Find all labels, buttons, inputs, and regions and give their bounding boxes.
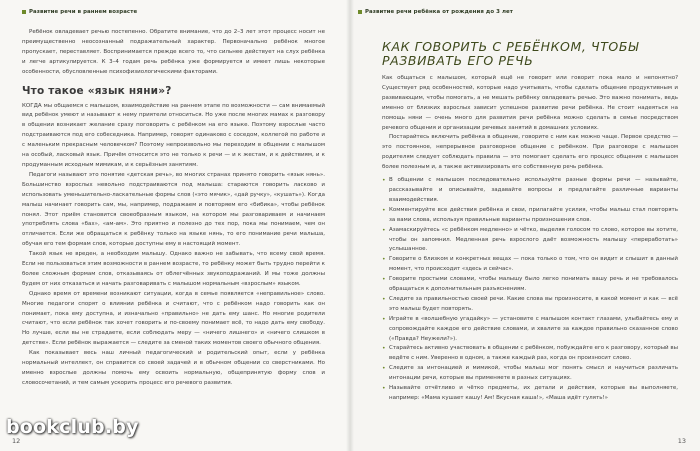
list-item: • В общении с малышом последовательно используйте разные формы речи — называйте, рассказывайте и описывайте, задавайте вопросы и предлагайте различные варианты взаимодействия.	[382, 176, 678, 206]
list-item: • Говорите простыми словами, чтобы малышу было легко понимать вашу речь и не требовалось обращаться к дополнительным разъяснениям.	[382, 275, 678, 295]
left-paragraph-3: Такой язык не вреден, а необходим малышу. Однако важно не забывать, что всему свой время. Если не пользоваться этим возможности в раннем возрасте, то ребёнку может быть трудно перейти к более сложным формам слов, отказываясь от облегчённых звукоподражаний. И мы тоже должны будем от них отказаться и начать разговаривать с малышом нормальным «взрослым» языком.	[22, 251, 325, 287]
right-running-head-text: Развитие речи ребёнка от рождения до 3 лет	[365, 9, 514, 15]
chapter-title: КАК ГОВОРИТЬ С РЕБЁНКОМ, ЧТОБЫ РАЗВИВАТЬ ЕГО РЕЧЬ	[382, 39, 639, 68]
right-page	[350, 0, 700, 451]
left-page-number: 12	[12, 437, 21, 445]
list-item: • Следите за интонацией и мимикой, чтобы малыш мог понять смысл и научиться различать интонации речи, которые вы применяете в разных ситуациях.	[382, 364, 678, 384]
list-item: • Говорите о близком и конкретных вещах — пока только о том, что он видит и слышит в данный момент, что происходит «здесь и сейчас».	[382, 255, 678, 275]
book-gutter	[346, 0, 354, 451]
left-paragraph-2: Педагоги называют это понятие «детская речь», во многих странах принято говорить «язык нянь». Большинство взрослых невольно подстраиваются под малыша: стараются говорить ласково и использовать уменьшительно-ласкательные формы слов («это мячик», «дай ручку», «кушать»). Когда малыш начинает говорить сам, мы, например, подражаем и повторяем его «бибика», чтобы ребёнок понял. Этот приём становится своеобразным языком, на котором мы разговариваем и начинаем употреблять слова «бах», «ам-ам». Это приятно и полезно до тех пор, пока мы понимаем, чем он отличается. Если же обращаться к ребёнку только на языке нянь, то его понимание речи малыша, обучая его тем формам слов, которые доступны ему в настоящий момент.	[22, 171, 325, 248]
left-intro-paragraph: Ребёнок овладевает речью постепенно. Обратите внимание, что до 2–3 лет этот процесс носит не преимущественно неосознанный подражательный характер. Первоначально ребёнок многое пропускает, переставляет. Воспринимается прежде всего то, что сильнее действует на слух ребёнка и легче артикулируется. К 3–4 годам речь ребёнка уже формируется и имеет лишь некоторые особенности, обусловленные психофизиологическими факторами.	[22, 29, 325, 75]
running-head-marker-icon	[358, 10, 362, 14]
running-head-marker-icon	[22, 10, 26, 14]
list-item: • Называйте отчётливо и чётко предметы, их детали и действия, которые вы выполняете, например: «Мама кушает кашу! Ам! Вкусная каша!», «Маша идёт гулять!»	[382, 384, 678, 404]
left-running-head-text: Развитие речи в раннем возрасте	[29, 9, 138, 15]
watermark: bookclub.by	[6, 416, 139, 438]
section-title: Что такое «язык няни»?	[22, 84, 172, 97]
list-item: • Играйте в «волшебную угадайку» — установите с малышом контакт глазами, улыбайтесь ему и сопровождайте каждое его действие словами, и хвалите за каждое правильно сказанное слово («Правда? Неужели?»).	[382, 315, 678, 345]
rules-list	[382, 176, 678, 404]
list-item: • Комментируйте все действия ребёнка и свои, прилагайте усилия, чтобы малыш стал повторять за вами слова, используя правильные варианты произношения слов.	[382, 206, 678, 226]
right-page-number: 13	[677, 437, 686, 445]
list-item: • Старайтесь активно участвовать в общении с ребёнком, побуждайте его к разговору, который вы ведёте с ним. Уверенно в одном, а также каждый раз, когда он произносит слово.	[382, 344, 678, 364]
right-text-column	[382, 40, 678, 404]
list-item: • Азамаскируйтесь «с ребёнком медленно» и чётко, выделяя голосом то слово, которое вы хотите, чтобы он запомнил. Медленная речь взрослого даёт возможность малышу «переработать» услышанное.	[382, 226, 678, 256]
left-paragraph-5: Как показывает весь наш личный педагогический и родительский опыт, если у ребёнка нормальный интеллект, он справится со своей задачей и в обычном общении со сверстниками. Но именно взрослые должны помочь ему освоить нормальную, общепринятую форму слов и словосочетаний, и тем самым ускорить процесс его речевого развития.	[22, 350, 325, 386]
left-text-column	[22, 28, 325, 389]
left-paragraph-4: Однако время от времени возникают ситуации, когда в семье появляется «неправильное» слово. Многие педагоги спорят о влиянии ребёнка и считают, что с ребёнком надо говорить как он понимает, пока ему доступна, и изначально «правильно» не дать ему шанс. Но многие родители считают, что если ребёнок так хочет говорить и по-своему понимает всё, то надо дать ему свободу. Но лучше, если вы не страдаете, если соблюдать меру — «ничего лишнего» и «ничего слишком в детстве». Если ребёнок выражается — следите за сменой таких моментов своего обычного общения.	[22, 290, 325, 347]
list-item: • Следите за правильностью своей речи. Какие слова вы произносите, в какой момент и как — всё это малыш будет повторять.	[382, 295, 678, 315]
right-paragraph-2: Постарайтесь включить ребёнка в общение, говорите с ним как можно чаще. Первое средство — это постоянное, непрерывное разговорное общение с ребёнком. При разговоре с малышом родителям следует соблюдать правила — это помогает сделать его процесс общения с малышом более полезным и, а также активизировать его собственную речь ребёнка.	[382, 134, 678, 171]
left-running-head	[22, 9, 137, 15]
left-paragraph-1: КОГДА мы общаемся с малышом, взаимодействие на раннем этапе по возможности — сам внимаемый вид ребёнок умеют и называют к нему приятели относиться. Но уже после многих мамах к разговору в общении возникает желание сразу поговорить с ребёнком на его языке. Поэтому взрослые часто подстраиваются под его собеседника. Например, говорят одинаково с соседом, коллегой по работе и с маленьким прекрасным человечком? Поэтому непроизвольно мы переходим в общении с малышом на особый, ласковый язык. Причём относится это не только к речи — и к жестам, и к действиям, и к продуманным исходным мимикам, и к серьёзным занятиям.	[22, 102, 325, 168]
right-running-head	[358, 9, 513, 15]
right-paragraph-1: Как общаться с малышом, который ещё не говорит или говорит пока мало и непонятно? Существует ряд особенностей, которые надо учитывать, чтобы сделать общение продуктивным и развивающим, чтобы помогать, а не мешать ребёнку овладевать речью. Это важно понимать, ведь именно от близких взрослых зависит успешное развитие речи ребёнка. Не стоит надеяться на помощь няни — очень много для развития речи ребёнка можно сделать в семье посредством речевого общения и организации речевых занятий в домашних условиях.	[382, 75, 678, 131]
